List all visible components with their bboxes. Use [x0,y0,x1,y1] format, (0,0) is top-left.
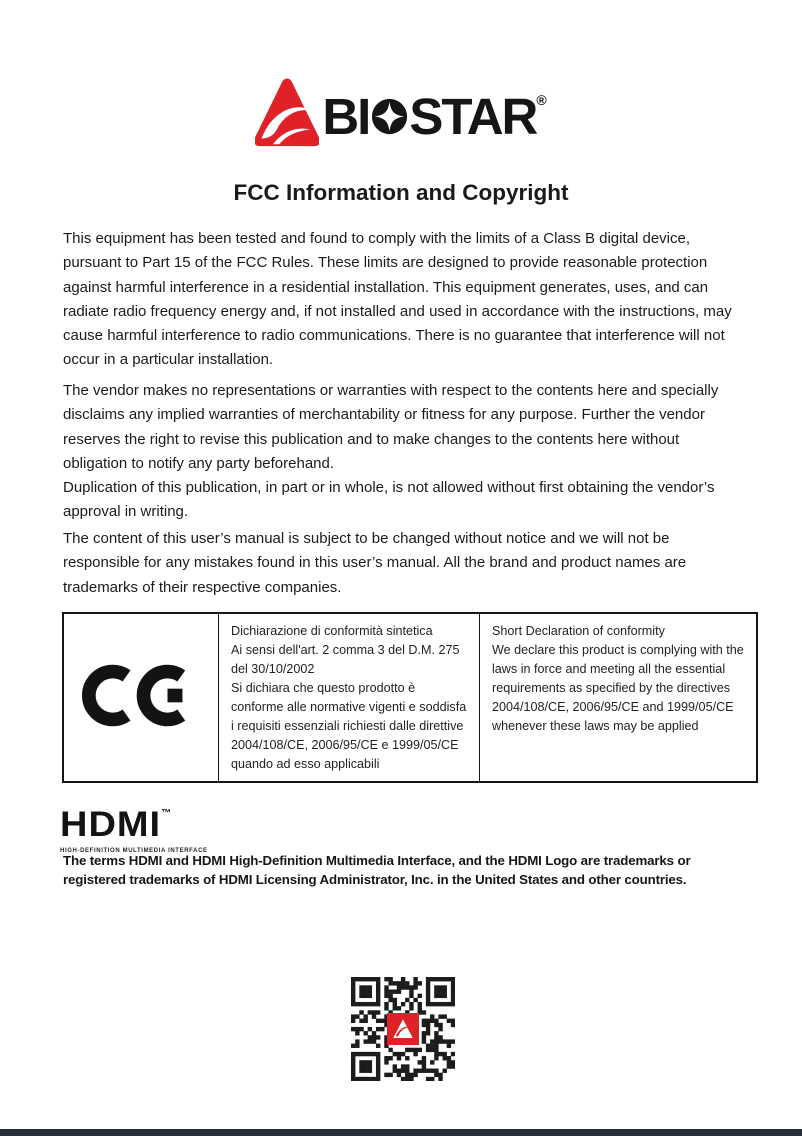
italian-declaration-cell [219,613,480,782]
italian-declaration-text [220,615,478,780]
brand-text-star: STAR [409,88,537,145]
paragraph: Duplication of this publication, in part or in whole, is not allowed without first obtaining the vendor’s approval in writing. [63,479,715,521]
biostar-triangle-icon [390,1016,416,1042]
paragraph: This equipment has been tested and found to comply with the limits of a Class B digital device, pursuant to Part 15 of the FCC Rules. These limits are designed to provide reasonable protection against harmful interference in a residential installation. This equipment generates, uses, and can radiate radio frequency energy and, if not installed and used in accordance with the instructions, may cause harmful interference to radio communications. There is no guarantee that interference will not occur in a particular installation. [63,230,732,369]
qr-center-logo [387,1013,419,1045]
fcc-statement-paragraph [63,227,742,373]
table-line: 2004/108/CE, 2006/95/CE e 1999/05/CE [231,738,459,752]
table-line: Short Declaration of conformity [492,624,665,638]
brand-text-bi: BI [322,88,370,145]
table-line: Dichiarazione di conformità sintetica [231,624,433,638]
paragraph: The content of this user’s manual is subject to be changed without notice and we will not be responsible for any mistakes found in this user’s manual. All the brand and product names are trademarks of their respective companies. [63,530,687,596]
hdmi-logo [60,799,208,854]
table-line: Si dichiara che questo prodotto è conforme alle normative vigenti e soddisfa i requisiti essenziali richiesti dalle direttive [231,681,467,733]
ce-conformity-table [62,612,758,783]
paragraph: The vendor makes no representations or warranties with respect to the contents here and specially disclaims any implied warranties of merchantability or fitness for any purpose. Further the vendor reserves the right to revise this publication and to make changes to the contents here without obligation to notify any party beforehand. [63,382,719,472]
biostar-wordmark [322,81,546,149]
hdmi-wordmark [60,799,208,847]
table-line: We declare this product is complying with the laws in force and meeting all the essential requirements as specified by the directives [492,643,744,695]
registered-trademark-symbol: ® [536,92,547,108]
ce-mark-icon [82,656,200,735]
table-row [63,613,757,782]
table-line: 2004/108/CE, 2006/95/CE and 1999/05/CE [492,700,734,714]
biostar-triangle-icon [255,76,319,150]
table-line: Ai sensi dell'art. 2 comma 3 del D.M. 275 del 30/10/2002 [231,643,460,676]
english-declaration-cell [480,613,758,782]
hdmi-trademark-notice: The terms HDMI and HDMI High-Definition Multimedia Interface, and the HDMI Logo are trademarks or registered trademarks of HDMI Licensing Administrator, Inc. in the United States and other countries. [63,853,691,887]
hdmi-logo-text: HDMI [60,805,162,845]
trademark-symbol: ™ [161,808,172,819]
ce-mark-cell [63,613,219,782]
page-title: FCC Information and Copyright [233,180,569,205]
biostar-star-o-icon [371,98,408,135]
qr-code [351,977,455,1081]
table-line: quando ad esso applicabili [231,757,380,771]
biostar-logo [0,74,802,150]
english-declaration-text [481,615,755,742]
hdmi-tagline: HIGH-DEFINITION MULTIMEDIA INTERFACE [60,848,208,854]
vendor-warranty-paragraph [63,379,742,525]
table-line: whenever these laws may be applied [492,719,699,733]
manual-content-paragraph [63,527,742,600]
footer-bar [0,1129,802,1136]
